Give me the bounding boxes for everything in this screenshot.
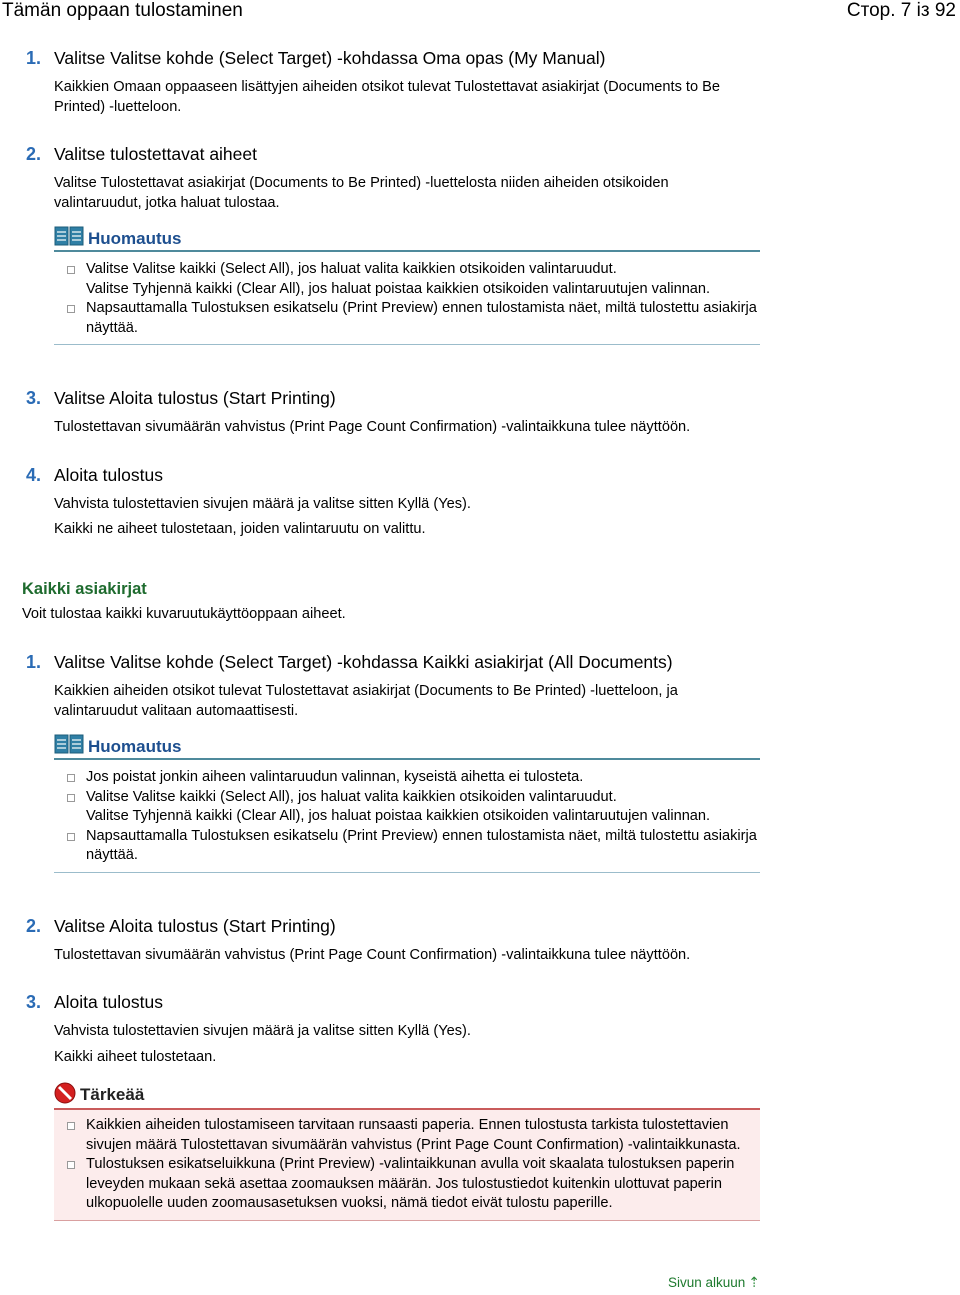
bullet-text: Valitse Valitse kaikki (Select All), jos haluat valita kaikkien otsikoiden valintaruudut. Valitse Tyhjennä kaikki (Clear All), jos haluat poistaa kaikkien otsikoiden valintaruutujen valinnan. — [86, 788, 711, 824]
step-heading: Valitse Aloita tulostus (Start Printing) — [54, 916, 336, 936]
step-b3-text: Vahvista tulostettavien sivujen määrä ja valitse sitten Kyllä (Yes). — [54, 1023, 471, 1039]
book-icon — [54, 226, 84, 246]
bullet-icon — [67, 1161, 75, 1169]
note-bullet — [54, 299, 760, 338]
step-number: 4. — [26, 465, 42, 485]
up-arrow-icon[interactable]: ⇡ — [748, 1274, 760, 1290]
bullet-icon — [67, 266, 75, 274]
step-number: 1. — [26, 48, 42, 68]
note-title: Huomautus — [88, 737, 182, 756]
note-bullet — [54, 260, 760, 299]
step-a1-text: Kaikkien Omaan oppaaseen lisättyjen aiheiden otsikot tulevat Tulostettavat asiakirjat (Documents to Be Printed) -luetteloon. — [54, 79, 721, 115]
step-number: 3. — [26, 992, 42, 1012]
section-title: Kaikki asiakirjat — [22, 580, 147, 598]
step-number: 1. — [26, 652, 42, 672]
step-heading: Valitse Aloita tulostus (Start Printing) — [54, 388, 336, 408]
stop-icon — [54, 1082, 76, 1104]
page-counter: Стор. 7 із 92 — [846, 0, 956, 21]
step-b2-text: Tulostettavan sivumäärän vahvistus (Print Page Count Confirmation) -valintaikkuna tulee näyttöön. — [54, 947, 691, 963]
note-box-a — [54, 226, 760, 345]
bullet-text: Jos poistat jonkin aiheen valintaruudun valinnan, kyseistä aihetta ei tulosteta. — [86, 769, 584, 785]
bullet-text: Tulostuksen esikatseluikkuna (Print Preview) -valintaikkunan avulla voit skaalata tulostuksen paperin leveyden mukaan sekä asettaa zoomauksen määrän. Jos tulostustiedot kuitenkin ulottuvat paperin ulkopuolelle uuden zoomausasetuksen vuoksi, nämä tiedot eivät tulostu paperille. — [86, 1156, 735, 1211]
step-a4-text: Vahvista tulostettavien sivujen määrä ja valitse sitten Kyllä (Yes). — [54, 496, 471, 512]
step-heading: Valitse tulostettavat aiheet — [54, 144, 257, 164]
bullet-text: Valitse Valitse kaikki (Select All), jos haluat valita kaikkien otsikoiden valintaruudut. Valitse Tyhjennä kaikki (Clear All), jos haluat poistaa kaikkien otsikoiden valintaruutujen valinnan. — [86, 261, 711, 297]
step-heading: Aloita tulostus — [54, 992, 163, 1012]
step-a3-text: Tulostettavan sivumäärän vahvistus (Print Page Count Confirmation) -valintaikkuna tulee näyttöön. — [54, 419, 691, 435]
bullet-icon — [67, 833, 75, 841]
step-a2-text: Valitse Tulostettavat asiakirjat (Documents to Be Printed) -luettelosta niiden aiheiden otsikoiden valintaruudut, jotka haluat tulostaa. — [54, 175, 669, 211]
note-bullet — [54, 768, 760, 788]
back-to-top-link[interactable] — [668, 1274, 760, 1291]
step-number: 3. — [26, 388, 42, 408]
bullet-icon — [67, 1122, 75, 1130]
bullet-text: Napsauttamalla Tulostuksen esikatselu (Print Preview) ennen tulostamista näet, miltä tulostettu asiakirja näyttää. — [86, 827, 757, 863]
bullet-text: Kaikkien aiheiden tulostamiseen tarvitaan runsaasti paperia. Ennen tulostusta tarkista tulostettavien sivujen määrä Tulostettavan sivumäärän vahvistus (Print Page Count Confirmation) -valintaikkunasta. — [86, 1117, 741, 1153]
important-bullet — [54, 1155, 760, 1214]
note-bullet — [54, 788, 760, 827]
step-heading: Valitse Valitse kohde (Select Target) -kohdassa Oma opas (My Manual) — [54, 48, 606, 68]
bullet-text: Napsauttamalla Tulostuksen esikatselu (Print Preview) ennen tulostamista näet, miltä tulostettu asiakirja näyttää. — [86, 300, 757, 336]
book-icon — [54, 734, 84, 754]
back-to-top-label[interactable]: Sivun alkuun — [667, 1275, 746, 1290]
bullet-icon — [67, 794, 75, 802]
step-a4-text2: Kaikki ne aiheet tulostetaan, joiden valintaruutu on valittu. — [54, 521, 426, 537]
page-title: Tämän oppaan tulostaminen — [2, 0, 243, 21]
bullet-icon — [67, 774, 75, 782]
important-bullet — [54, 1116, 760, 1155]
step-b3-text2: Kaikki aiheet tulostetaan. — [54, 1049, 217, 1065]
page-header — [0, 0, 960, 24]
important-box — [54, 1080, 760, 1221]
step-heading: Valitse Valitse kohde (Select Target) -kohdassa Kaikki asiakirjat (All Documents) — [54, 652, 673, 672]
section-description: Voit tulostaa kaikki kuvaruutukäyttöoppaan aiheet. — [22, 606, 346, 622]
step-b1-text: Kaikkien aiheiden otsikot tulevat Tulostettavat asiakirjat (Documents to Be Printed) -luetteloon, ja valintaruudut valitaan automaattisesti. — [54, 683, 678, 719]
step-number: 2. — [26, 144, 42, 164]
bullet-icon — [67, 305, 75, 313]
step-heading: Aloita tulostus — [54, 465, 163, 485]
note-title: Huomautus — [88, 229, 182, 248]
important-title: Tärkeää — [80, 1085, 145, 1104]
note-bullet — [54, 827, 760, 866]
note-box-b — [54, 734, 760, 873]
step-number: 2. — [26, 916, 42, 936]
